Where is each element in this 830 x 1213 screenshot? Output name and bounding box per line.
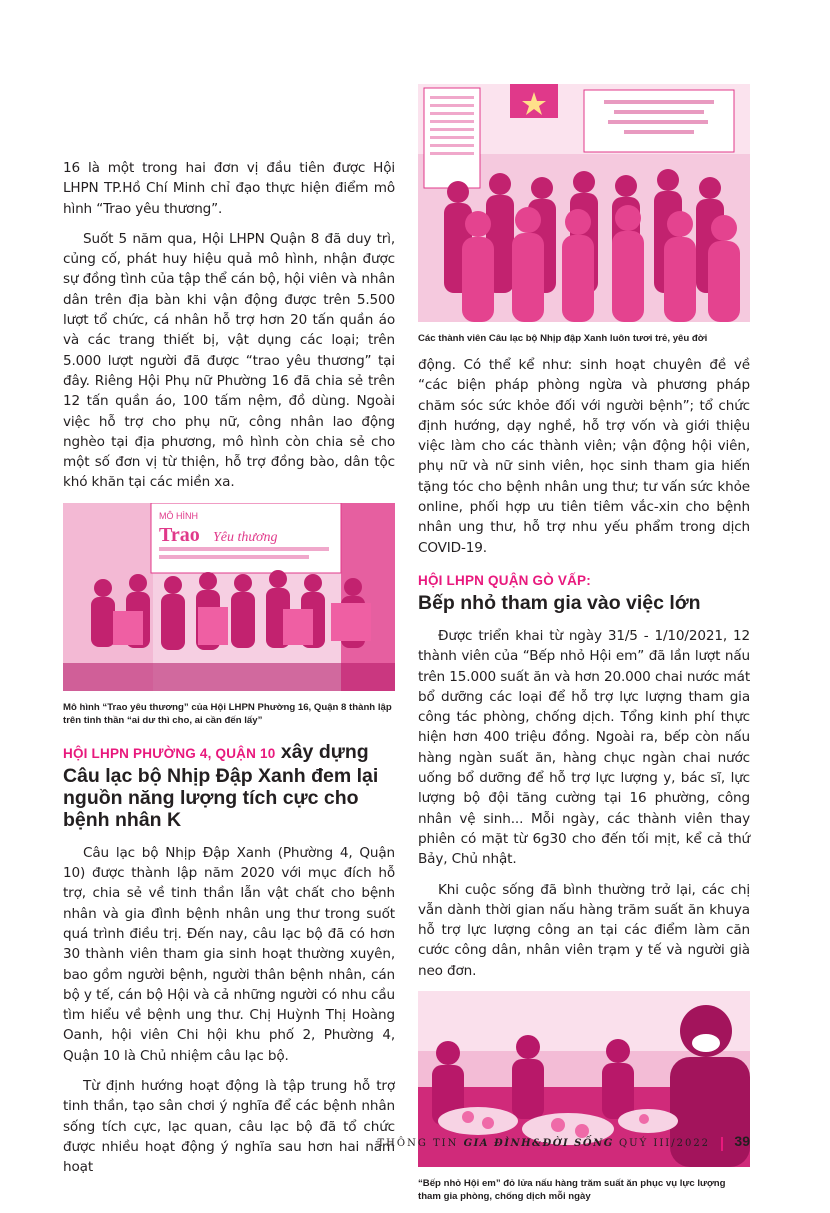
body-paragraph: Từ định hướng hoạt động là tập trung hỗ trợ tinh thần, tạo sân chơi ý nghĩa để các bệnh nhân sống tích cực, lạc quan, câu lạc bộ đã tổ chức được nhiều hoạt động ý nghĩa sau hơn hai năm hoạt: [63, 1078, 395, 1176]
body-paragraph: Khi cuộc sống đã bình thường trở lại, các chị vẫn dành thời gian nấu hàng trăm suất ăn khuya hỗ trợ lực lượng công an tại các điểm làm căn cước công dân, nhân viên trạm y tế và người già neo đơn.: [418, 881, 750, 979]
sign-text: MÔ HÌNH: [159, 510, 198, 521]
photo-caption: Các thành viên Câu lạc bộ Nhịp đập Xanh luôn tươi trẻ, yêu đời: [418, 333, 708, 344]
sign-text: Trao: [159, 523, 200, 546]
section-title: Bếp nhỏ tham gia vào việc lớn: [418, 591, 701, 614]
body-paragraph: Suốt 5 năm qua, Hội LHPN Quận 8 đã duy trì, củng cố, phát huy hiệu quả mô hình, nhận được sự đồng tình của tập thể cán bộ, hội viên và nhân dân trên địa bàn khi vận động được trên 5.500 lượt tổ chức, cá nhân hỗ trợ hơn 20 tấn quần áo và các trang thiết bị, vật dụng các loại; trên 5.000 lượt người đã được “trao yêu thương” tại đây. Riêng Hội Phụ nữ Phường 16 đã chia sẻ trên 12 tấn quần áo, 100 tấm nệm, đồ dùng. Ngoài việc hỗ trợ cho phụ nữ, công nhân lao động nghèo tại địa phương, mô hình còn chia sẻ cho một số đơn vị từ thiện, hỗ trợ đồng bào, dân tộc khó khăn tại các miền xa.: [63, 230, 395, 491]
body-paragraph: 16 là một trong hai đơn vị đầu tiên được Hội LHPN TP.Hồ Chí Minh chỉ đạo thực hiện điểm mô hình “Trao yêu thương”.: [63, 160, 395, 217]
section-heading: [418, 570, 750, 614]
page-footer: [377, 1133, 750, 1151]
left-column: [63, 158, 395, 1188]
body-paragraph: Được triển khai từ ngày 31/5 - 1/10/2021, 12 thành viên của “Bếp nhỏ Hội em” đã lần lượt nấu trên 15.000 suất ăn và hơn 20.000 chai nước mát bổ dưỡng các loại để hỗ trợ lực lượng tham gia công tác phòng, chống dịch. Tổng kinh phí thực hiện hơn 400 triệu đồng. Ngoài ra, bếp còn nấu hàng ngàn suất ăn, hàng chục ngàn chai nước uống bổ dưỡng để hỗ trợ lực lượng y, bác sĩ, lực lượng bộ đội tăng cường tại 16 phường, công nhân vệ sinh... Mỗi ngày, các thành viên thay phiên có mặt từ 6g30 cho đến tối mịt, kể cả thứ Bảy, Chủ nhật.: [418, 627, 750, 868]
photo-caption: Mô hình “Trao yêu thương” của Hội LHPN Phường 16, Quận 8 thành lập trên tinh thần “ai dư thì cho, ai cần đến lấy”: [63, 701, 392, 726]
footer-separator: [721, 1137, 723, 1151]
section-title-inline: xây dựng: [275, 740, 369, 763]
body-paragraph: động. Có thể kể như: sinh hoạt chuyên đề về “các biện pháp phòng ngừa và phương pháp chăm sóc sức khỏe đối với người bệnh”; tổ chức định hướng, dạy nghề, hỗ trợ vốn và giới thiệu việc làm cho các thành viên; vận động hội viên, phụ nữ và nữ sinh viên, học sinh tham gia hiến tặng tóc cho bệnh nhân ung thư; tư vấn sức khỏe online, phối hợp ưu tiên tiêm vắc-xin cho bệnh nhân ung thư, hỗ trợ nhu yếu phẩm trong dịch COVID-19.: [418, 357, 750, 556]
footer-prefix: THÔNG TIN: [377, 1138, 459, 1149]
photo-caption: “Bếp nhỏ Hội em” đỏ lửa nấu hàng trăm suất ăn phục vụ lực lượng tham gia phòng, chống dịch mỗi ngày: [418, 1178, 726, 1203]
section-kicker: HỘI LHPN PHƯỜNG 4, QUẬN 10: [63, 745, 276, 761]
section-heading: [63, 741, 395, 831]
page-number: 39: [734, 1133, 750, 1149]
right-column: [418, 84, 750, 1213]
section-kicker: HỘI LHPN QUẬN GÒ VẤP:: [418, 572, 591, 588]
body-paragraph: Câu lạc bộ Nhịp Đập Xanh (Phường 4, Quận 10) được thành lập năm 2020 với mục đích hỗ trợ, chia sẻ về tinh thần lẫn vật chất cho bệnh nhân và gia đình bệnh nhân ung thư trong suốt quá trình điều trị. Đến nay, câu lạc bộ đã có hơn 30 thành viên tham gia sinh hoạt thường xuyên, bao gồm người bệnh, người thân bệnh nhân, cán bộ y tế, cán bộ Hội và cả những người có nhu cầu tìm hiểu về bệnh ung thư. Chị Huỳnh Thị Hoàng Oanh, hội viên Chi hội khu phố 2, Phường 4, Quận 10 là Chủ nhiệm câu lạc bộ.: [63, 844, 395, 1064]
footer-issue: QUÝ III/2022: [618, 1138, 711, 1149]
footer-brand: GIA ĐÌNH&ĐỜI SỐNG: [463, 1138, 614, 1149]
sign-text: Yêu thương: [213, 529, 278, 545]
section-title: Câu lạc bộ Nhịp Đập Xanh đem lại nguồn năng lượng tích cực cho bệnh nhân K: [63, 764, 379, 831]
photo-nhip-dap-xanh: [418, 84, 750, 322]
photo-trao-yeu-thuong: [63, 503, 395, 691]
